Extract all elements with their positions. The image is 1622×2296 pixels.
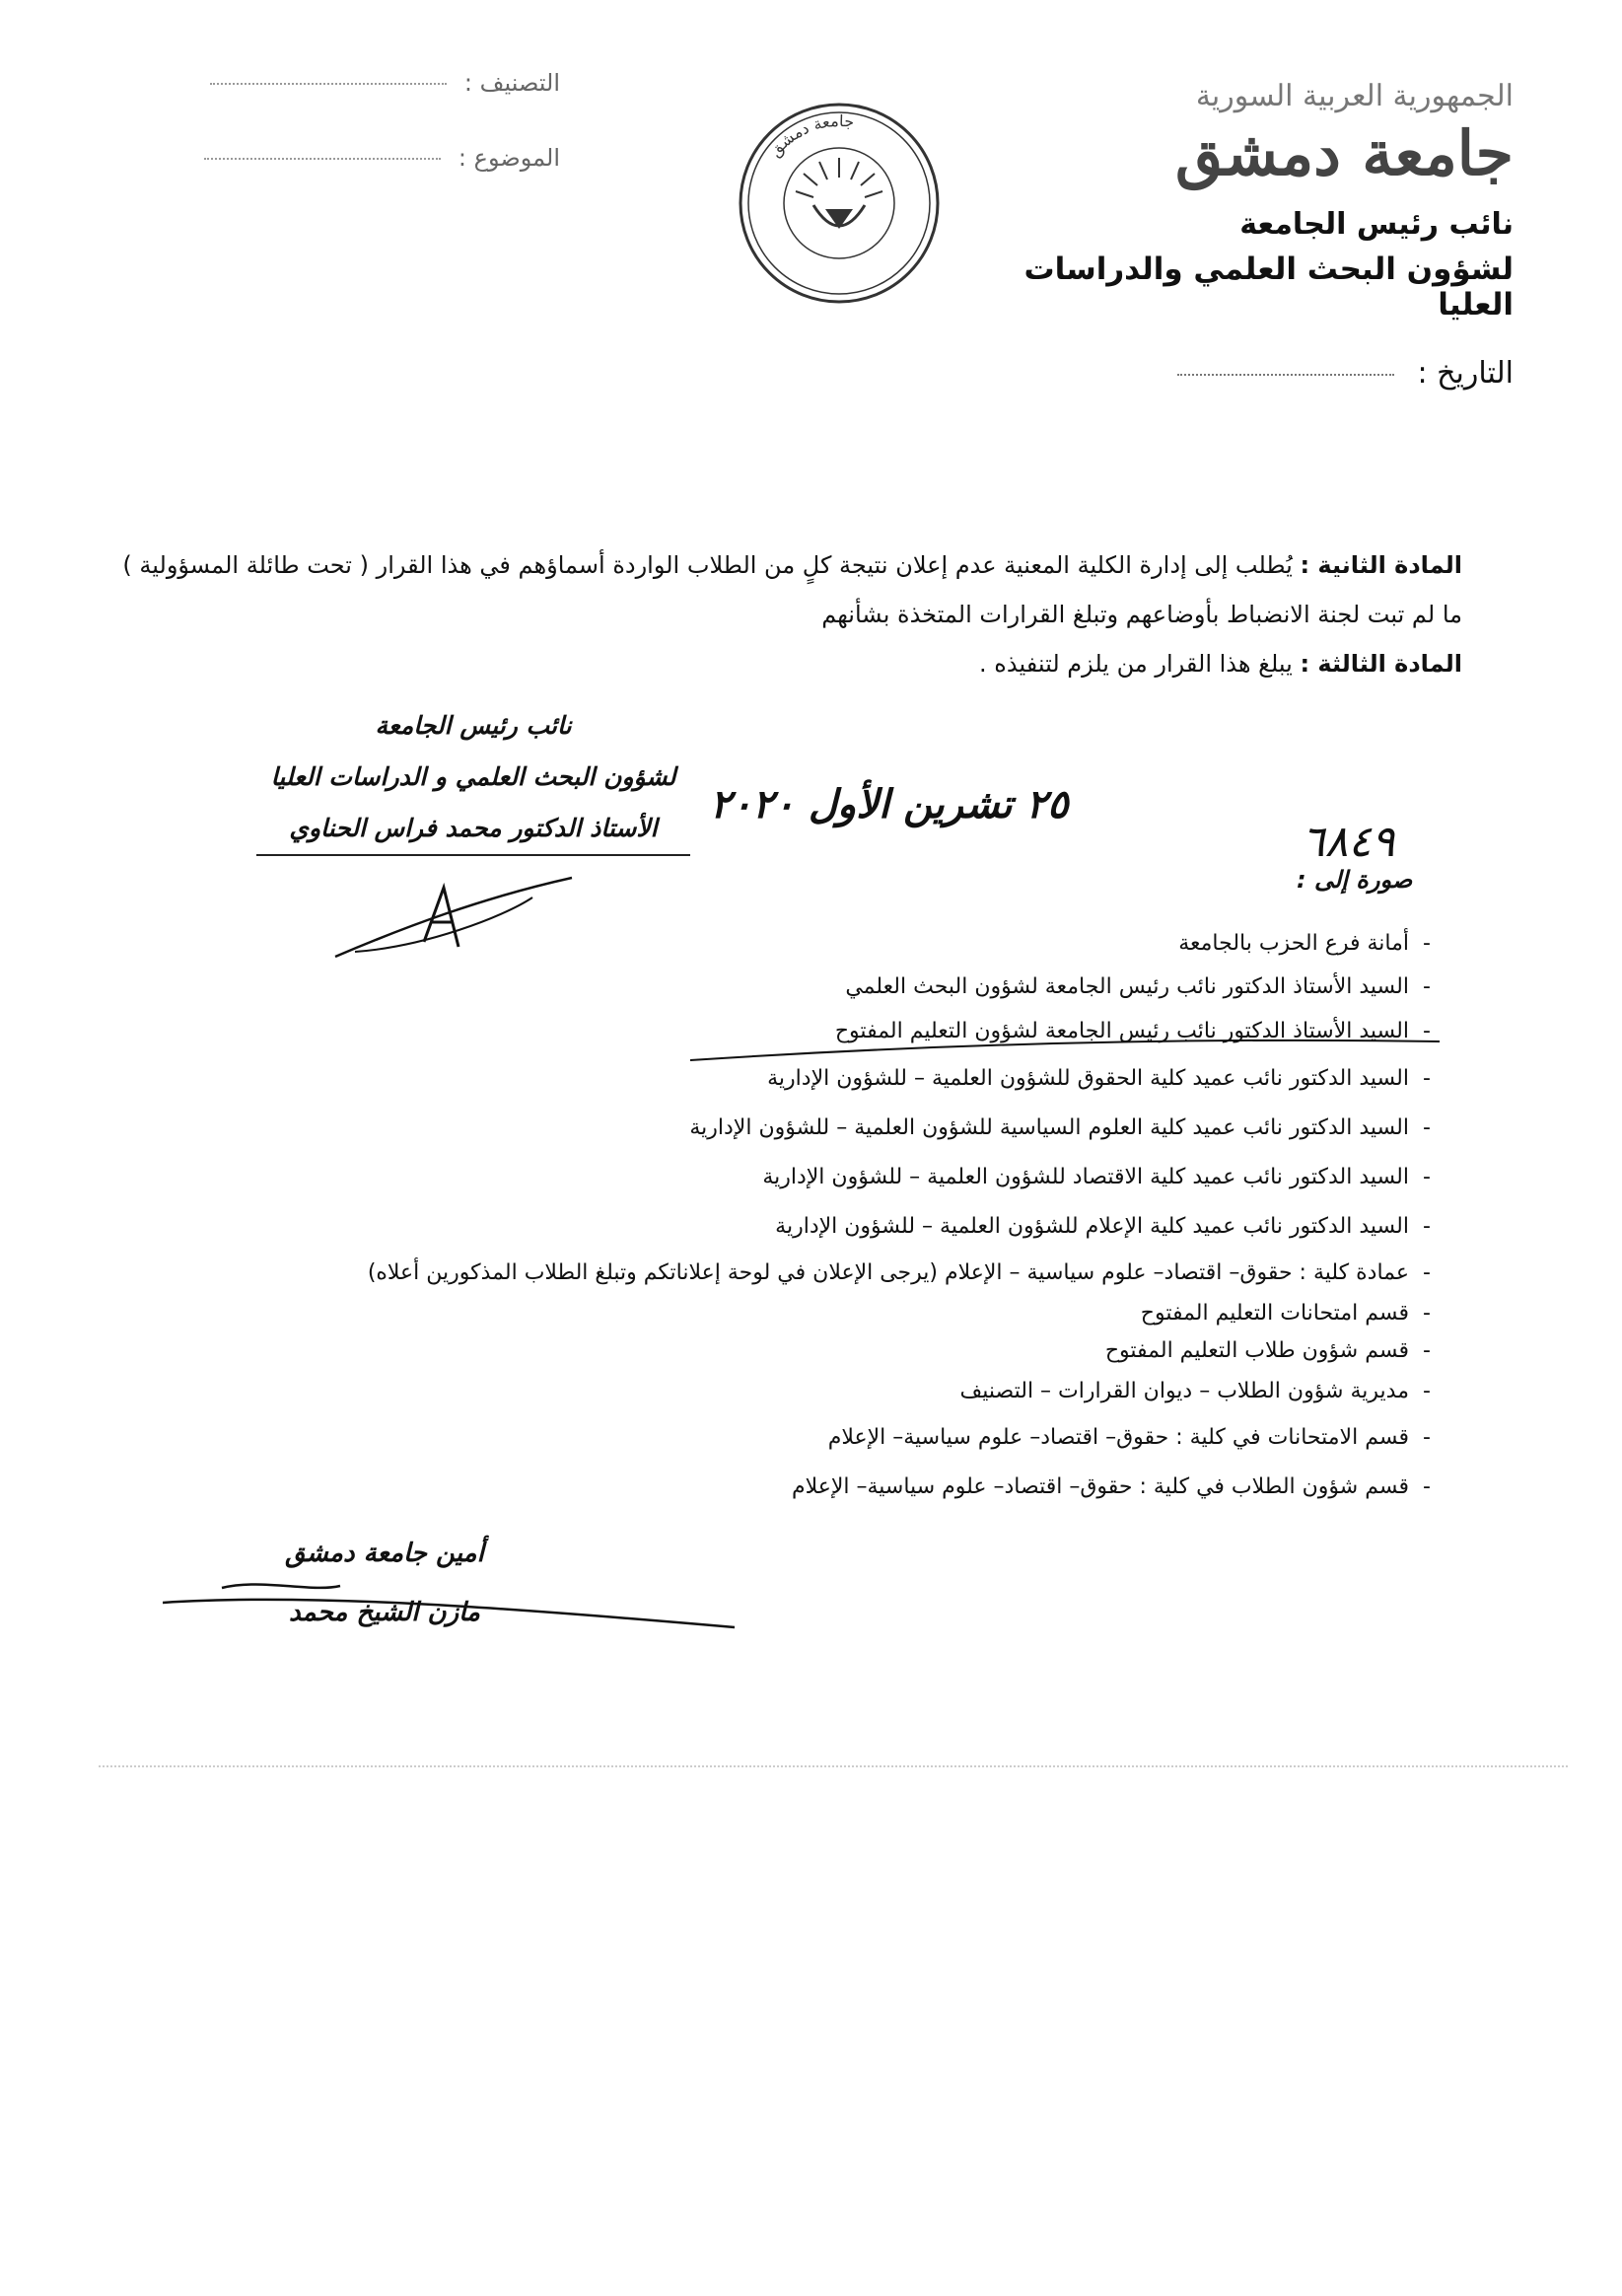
list-item-text: أمانة فرع الحزب بالجامعة [1178, 930, 1409, 956]
list-item-text: قسم امتحانات التعليم المفتوح [1140, 1300, 1409, 1326]
classification-dotted-line [210, 83, 447, 85]
footer-divider [99, 1765, 1568, 1767]
list-item [261, 1152, 1445, 1201]
secretary-name: مازن الشيخ محمد [289, 1598, 480, 1627]
list-bullet: - [1423, 1424, 1431, 1450]
list-item-text: السيد الأستاذ الدكتور نائب رئيس الجامعة لشؤون التعليم المفتوح [834, 1018, 1409, 1043]
list-item-text: السيد الدكتور نائب عميد كلية العلوم السياسية للشؤون العلمية – للشؤون الإدارية [689, 1114, 1409, 1140]
secretary-signature-icon [163, 1568, 744, 1637]
list-item [261, 1103, 1445, 1152]
subject-field [146, 144, 560, 172]
list-bullet: - [1423, 1300, 1431, 1326]
signer-department: لشؤون البحث العلمي و الدراسات العليا [270, 762, 676, 791]
ministry-name: الجمهورية العربية السورية [1195, 79, 1514, 113]
seal-text: جامعة دمشق [765, 110, 856, 161]
list-bullet: - [1423, 1213, 1431, 1239]
decision-body [0, 540, 1462, 688]
article-3 [0, 639, 1462, 688]
list-item [261, 921, 1445, 965]
list-item-text: قسم شؤون طلاب التعليم المفتوح [1104, 1337, 1409, 1363]
subject-label: الموضوع : [458, 144, 560, 172]
list-bullet: - [1423, 1018, 1431, 1043]
list-bullet: - [1423, 1378, 1431, 1403]
signature-block-vp [256, 700, 690, 856]
letterhead [961, 79, 1514, 391]
list-item-text: مديرية شؤون الطلاب – ديوان القرارات – التصنيف [959, 1378, 1409, 1403]
university-name: جامعة دمشق [1175, 117, 1514, 189]
university-seal-icon [735, 99, 944, 308]
list-bullet: - [1423, 1259, 1431, 1285]
article-3-title: المادة الثالثة : [1300, 650, 1462, 678]
list-item-text: السيد الدكتور نائب عميد كلية الاقتصاد للشؤون العلمية – للشؤون الإدارية [762, 1164, 1409, 1189]
handwritten-underline-icon [690, 1036, 1440, 1065]
list-item [261, 1462, 1445, 1511]
copy-to-label: صورة إلى : [1297, 866, 1413, 894]
signer-title: نائب رئيس الجامعة [375, 711, 572, 740]
cc-list [261, 921, 1445, 1511]
list-item [261, 1251, 1445, 1294]
list-bullet: - [1423, 1114, 1431, 1140]
list-item-text: السيد الدكتور نائب عميد كلية الإعلام للشؤون العلمية – للشؤون الإدارية [775, 1213, 1409, 1239]
office-department: لشؤون البحث العلمي والدراسات العليا [1023, 251, 1514, 323]
date-dotted-line [1177, 374, 1394, 376]
classification-field [146, 69, 560, 97]
list-bullet: - [1423, 1473, 1431, 1499]
classification-label: التصنيف : [463, 69, 560, 97]
list-item [261, 1369, 1445, 1412]
article-3-text: يبلغ هذا القرار من يلزم لتنفيذه . [979, 650, 1293, 678]
article-2-title: المادة الثانية : [1300, 551, 1462, 579]
list-item-text: السيد الدكتور نائب عميد كلية الحقوق للشؤون العلمية – للشؤون الإدارية [767, 1065, 1409, 1091]
list-item-text: عمادة كلية : حقوق– اقتصاد– علوم سياسية – الإعلام (يرجى الإعلان في لوحة إعلاناتكم وتبلغ الطلاب المذكورين أعلاه) [367, 1259, 1409, 1285]
article-2-continuation: ما لم تبت لجنة الانضباط بأوضاعهم وتبلغ القرارات المتخذة بشأنهم [821, 601, 1462, 628]
list-bullet: - [1423, 1065, 1431, 1091]
list-item [261, 1412, 1445, 1462]
date-field [961, 356, 1514, 391]
list-item [261, 965, 1445, 1008]
list-bullet: - [1423, 1164, 1431, 1189]
article-2-text: يُطلب إلى إدارة الكلية المعنية عدم إعلان نتيجة كلٍ من الطلاب الواردة أسماؤهم في هذا القرار ( تحت طائلة المسؤولية ) [122, 551, 1293, 579]
list-bullet: - [1423, 1337, 1431, 1363]
svg-text:جامعة دمشق [765, 111, 855, 161]
list-item [261, 1294, 1445, 1331]
subject-dotted-line [204, 158, 441, 160]
reference-number: ٦٨٤٩ [1302, 817, 1395, 867]
list-item-text: السيد الأستاذ الدكتور نائب رئيس الجامعة لشؤون البحث العلمي [845, 973, 1409, 999]
office-title: نائب رئيس الجامعة [1239, 207, 1514, 242]
secretary-title: أمين جامعة دمشق [285, 1539, 484, 1568]
list-bullet: - [1423, 930, 1431, 956]
list-bullet: - [1423, 973, 1431, 999]
classification-fields [146, 69, 560, 219]
date-label: التاريخ : [1417, 356, 1514, 391]
list-item-text: قسم الامتحانات في كلية : حقوق– اقتصاد– علوم سياسية– الإعلام [827, 1424, 1409, 1450]
list-item [261, 1201, 1445, 1251]
list-item-text: قسم شؤون الطلاب في كلية : حقوق– اقتصاد– علوم سياسية– الإعلام [791, 1473, 1409, 1499]
list-item [261, 1331, 1445, 1369]
handwritten-date: ٢٥ تشرين الأول ٢٠٢٠ [710, 781, 1069, 827]
signer-name: الأستاذ الدكتور محمد فراس الحناوي [256, 803, 690, 856]
article-2 [0, 540, 1462, 590]
